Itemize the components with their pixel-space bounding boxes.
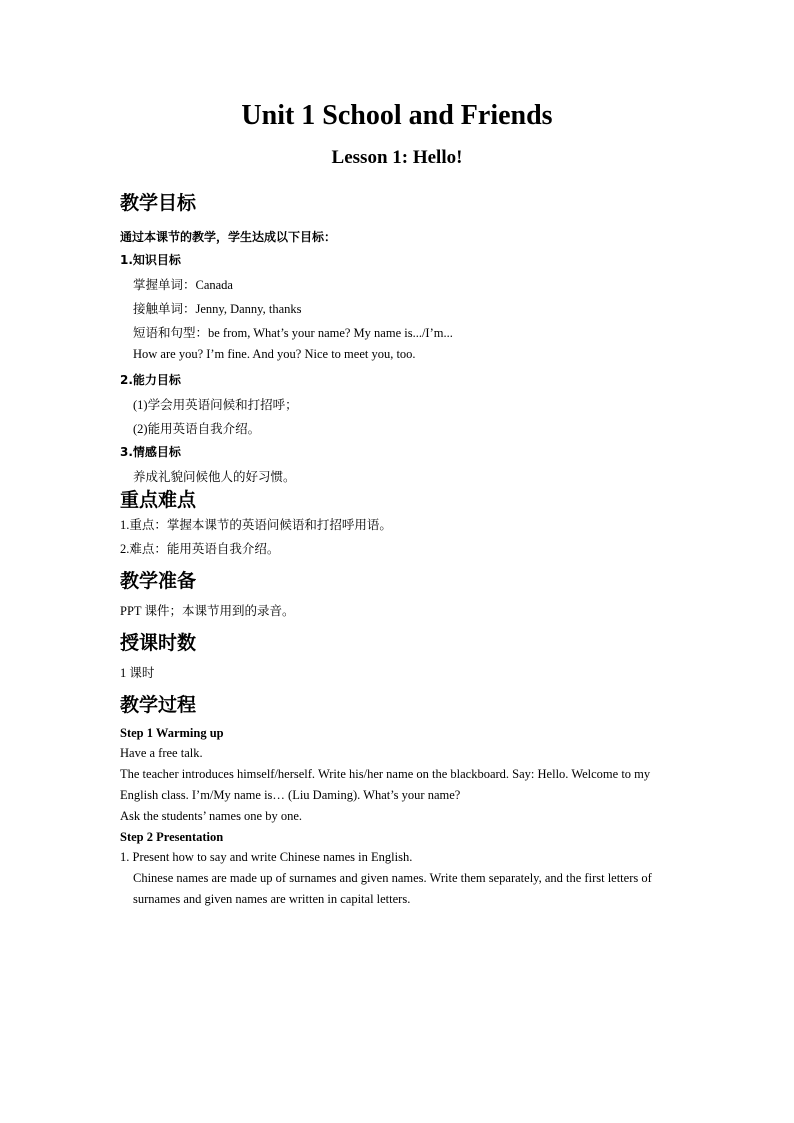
preparation-text: PPT 课件；本课节用到的录音。 [120, 604, 295, 618]
ability-line: (2)能用英语自我介绍。 [133, 422, 261, 436]
lesson-title: Lesson 1: Hello! [331, 147, 463, 168]
step2-title: Step 2 Presentation [120, 830, 224, 844]
step2-item-detail: Chinese names are made up of surnames and given names. Write them separately, and the first letters of surnames and given names are written in capital letters. [133, 871, 652, 906]
knowledge-heading: 1.知识目标 [120, 253, 181, 267]
process-heading: 教学过程 [120, 694, 197, 716]
key-points-heading: 重点难点 [120, 489, 197, 511]
knowledge-line: 短语和句型：be from, What’s your name? My name is.../I’m... [133, 326, 453, 340]
emotion-line: 养成礼貌问候他人的好习惯。 [133, 470, 296, 484]
knowledge-line: 接触单词：Jenny, Danny, thanks [133, 302, 302, 316]
hours-text: 1 课时 [120, 666, 155, 680]
knowledge-line: 掌握单词：Canada [133, 278, 233, 292]
objectives-heading: 教学目标 [120, 192, 197, 214]
key-point-line: 2.难点：能用英语自我介绍。 [120, 542, 280, 556]
key-point-line: 1.重点：掌握本课节的英语问候语和打招呼用语。 [120, 518, 392, 532]
step1-title: Step 1 Warming up [120, 726, 224, 740]
step1-paragraph: The teacher introduces himself/herself. Write his/her name on the blackboard. Say: Hello. Welcome to my English class. I’m/My name is… (Liu Daming). What’s your name? [120, 767, 651, 802]
emotion-heading: 3.情感目标 [120, 445, 181, 459]
ability-heading: 2.能力目标 [120, 373, 181, 387]
hours-heading: 授课时数 [120, 632, 197, 654]
step2-item: 1. Present how to say and write Chinese names in English. [120, 850, 413, 864]
step1-line: Have a free talk. [120, 746, 203, 760]
preparation-heading: 教学准备 [120, 570, 197, 592]
knowledge-line: How are you? I’m fine. And you? Nice to meet you, too. [133, 347, 416, 361]
objectives-intro: 通过本课节的教学，学生达成以下目标： [120, 230, 337, 244]
ability-line: (1)学会用英语问候和打招呼； [133, 398, 298, 412]
unit-title: Unit 1 School and Friends [241, 100, 553, 131]
step1-line: Ask the students’ names one by one. [120, 809, 303, 823]
